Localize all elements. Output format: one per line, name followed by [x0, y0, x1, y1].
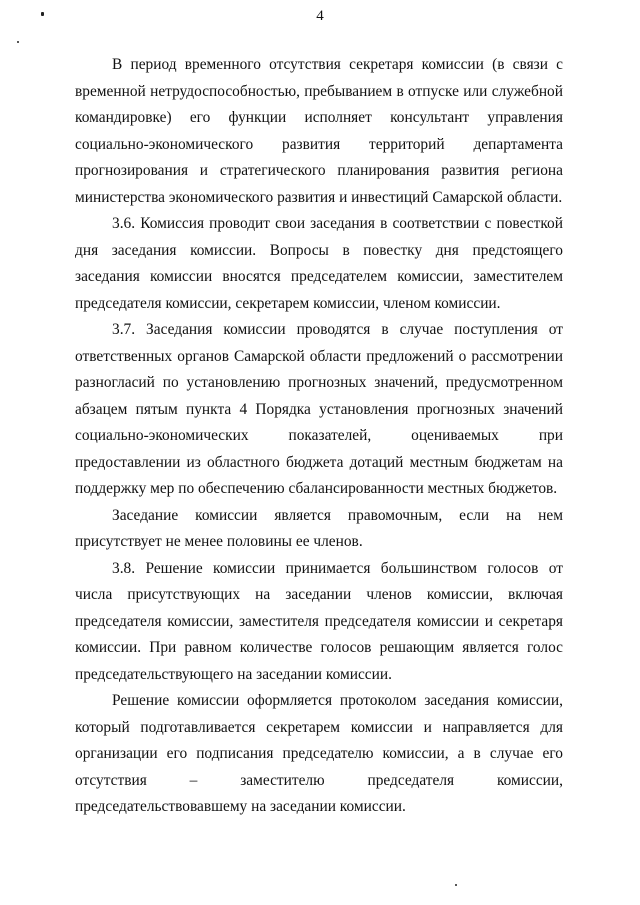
- paragraph: Решение комиссии оформляется протоколом заседания комиссии, который подготавливается секретарем комиссии и направляется для организации его подписания председателю комиссии, а в случае его отсутствия – заместителю председателя комиссии, председательствовавшему на заседании комиссии.: [75, 692, 563, 815]
- page-number: 4: [316, 8, 324, 24]
- paragraph: В период временного отсутствия секретаря комиссии (в связи с временной нетрудоспособностью, пребыванием в отпуске или служебной командировке) его функции исполняет консультант управления социально-экономического развития территорий департамента прогнозирования и стратегического планирования развития региона министерства экономического развития и инвестиций Самарской области.: [75, 56, 563, 206]
- paragraph: Заседание комиссии является правомочным, если на нем присутствует не менее половины ее членов.: [75, 506, 563, 550]
- paragraph: 3.7. Заседания комиссии проводятся в случае поступления от ответственных органов Самарской области предложений о рассмотрении разногласий по установлению прогнозных значений, предусмотренном абзацем пятым пункта 4 Порядка установления прогнозных значений социально-экономических показателей, оцениваемых при предоставлении из областного бюджета дотаций местным бюджетам на поддержку мер по обеспечению сбалансированности местных бюджетов.: [75, 321, 563, 497]
- scan-speck: [455, 884, 457, 886]
- document-body: [75, 52, 563, 821]
- paragraph: 3.8. Решение комиссии принимается большинством голосов от числа присутствующих на заседании членов комиссии, включая председателя комиссии, заместителя председателя комиссии и секретаря комиссии. При равном количестве голосов решающим является голос председательствующего на заседании комиссии.: [75, 559, 563, 683]
- paragraph: 3.6. Комиссия проводит свои заседания в соответствии с повесткой дня заседания комиссии. Вопросы в повестку дня предстоящего заседания комиссии вносятся председателем комиссии, заместителем председателя комиссии, секретарем комиссии, членом комиссии.: [75, 215, 563, 312]
- scan-speck: [17, 41, 19, 43]
- scan-speck: [41, 12, 44, 16]
